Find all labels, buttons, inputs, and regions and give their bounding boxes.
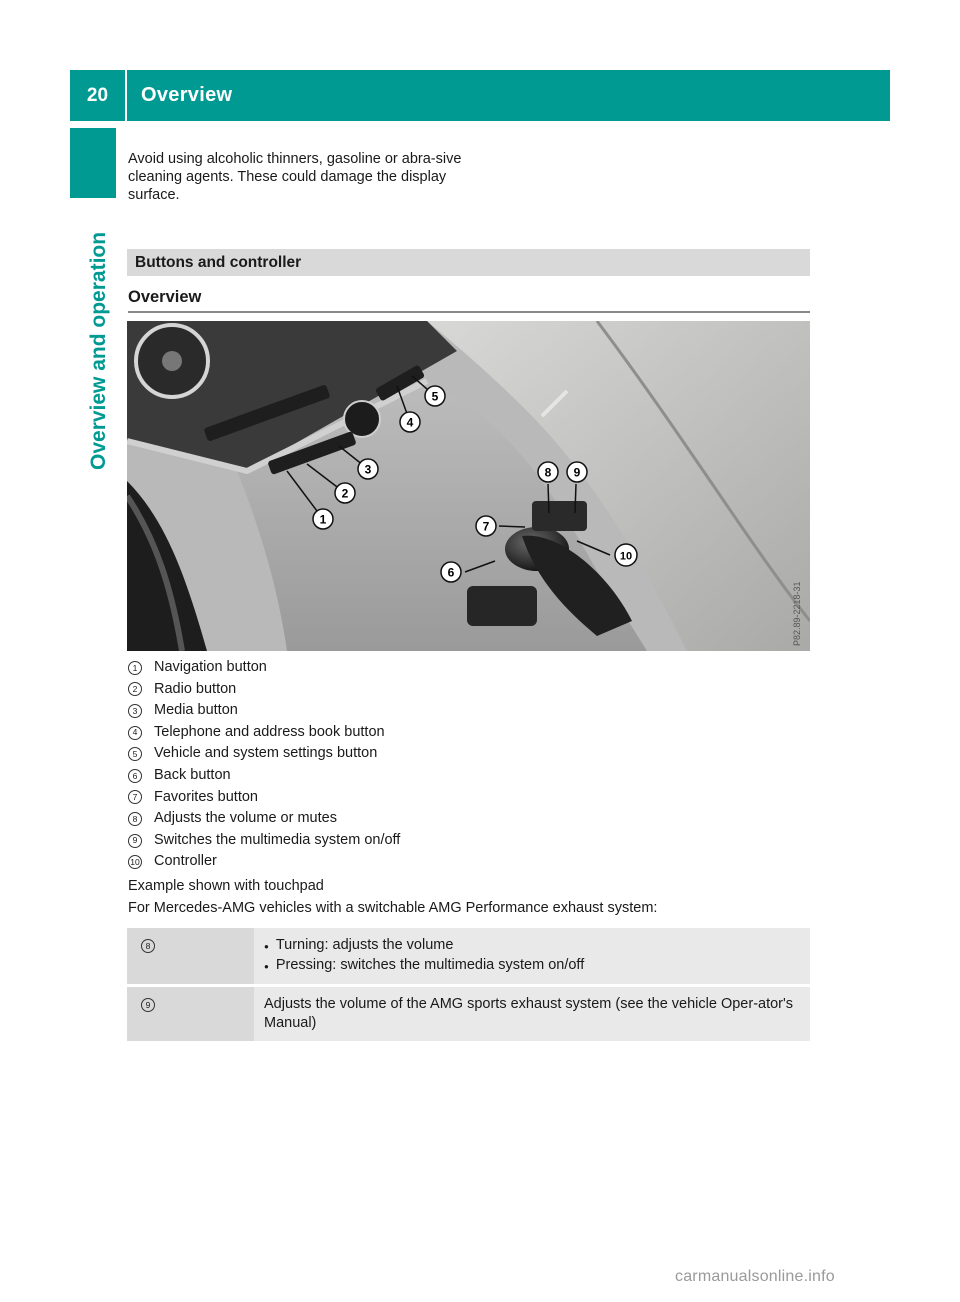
callout-9-label: 9	[573, 465, 581, 480]
watermark: carmanualsonline.info	[675, 1268, 835, 1285]
number-marker: 8	[141, 939, 155, 953]
chapter-tab-marker	[70, 128, 116, 198]
legend-item	[128, 743, 808, 765]
air-vent-center	[162, 351, 182, 371]
legend-label: Controller	[154, 853, 217, 870]
legend-item	[128, 808, 808, 830]
legend-item	[128, 787, 808, 809]
bullet-item: ● Turning: adjusts the volume	[264, 936, 800, 956]
callout-4-label: 4	[406, 415, 414, 430]
section-heading: Buttons and controller	[127, 249, 810, 276]
legend-item	[128, 765, 808, 787]
number-marker: 8	[128, 812, 142, 826]
legend-label: Switches the multimedia system on/off	[154, 831, 401, 848]
callout-5	[425, 386, 445, 406]
subsection-heading: Overview	[128, 288, 810, 313]
analog-clock	[344, 401, 380, 437]
legend-label: Adjusts the volume or mutes	[154, 810, 337, 827]
chapter-side-label: Overview and operation	[87, 231, 110, 470]
bullet-item: ● Pressing: switches the multimedia system on/off	[264, 956, 800, 976]
page-title: Overview	[141, 84, 233, 106]
number-marker: 2	[128, 682, 142, 696]
callout-3-label: 3	[364, 462, 372, 477]
amg-function-table	[127, 928, 810, 1041]
legend-label: Favorites button	[154, 788, 258, 805]
callout-6-label: 6	[447, 565, 455, 580]
legend-label: Back button	[154, 766, 231, 783]
legend-item	[128, 679, 808, 701]
legend-item	[128, 851, 808, 873]
callout-4	[400, 412, 420, 432]
table-key-cell	[127, 987, 254, 1041]
legend-label: Telephone and address book button	[154, 723, 385, 740]
center-console-photo	[127, 321, 810, 651]
header-divider	[125, 70, 127, 121]
legend-item	[128, 830, 808, 852]
volume-button-group	[532, 501, 587, 531]
number-marker: 1	[128, 661, 142, 675]
callout-6	[441, 562, 461, 582]
legend-list	[128, 657, 808, 873]
callout-7	[476, 516, 496, 536]
table-value-cell: Adjusts the volume of the AMG sports exhaust system (see the vehicle Oper-ator's Manual)	[254, 987, 810, 1041]
image-code: P82.89-2218-31	[792, 581, 802, 646]
touchpad-note: Example shown with touchpad	[128, 878, 324, 894]
legend-item	[128, 657, 808, 679]
table-key-cell	[127, 928, 254, 984]
legend-label: Radio button	[154, 680, 237, 697]
number-marker: 3	[128, 704, 142, 718]
callout-10	[615, 544, 637, 566]
legend-label: Navigation button	[154, 659, 267, 675]
table-row	[127, 928, 810, 984]
page-header	[70, 70, 890, 121]
callout-9	[567, 462, 587, 482]
callout-10-label: 10	[619, 550, 633, 563]
amg-note: For Mercedes-AMG vehicles with a switchable AMG Performance exhaust system:	[128, 900, 658, 916]
number-marker: 6	[128, 769, 142, 783]
page-number: 20	[86, 84, 109, 106]
callout-1-label: 1	[319, 512, 327, 527]
bullet-list	[264, 936, 800, 976]
number-marker: 7	[128, 790, 142, 804]
legend-item	[128, 700, 808, 722]
control-pad-buttons	[467, 586, 537, 626]
callout-1	[313, 509, 333, 529]
number-marker: 5	[128, 747, 142, 761]
number-marker: 4	[128, 726, 142, 740]
callout-8-label: 8	[544, 465, 552, 480]
callout-3	[358, 459, 378, 479]
table-value-cell	[254, 928, 810, 984]
callout-8	[538, 462, 558, 482]
number-marker: 9	[128, 834, 142, 848]
intro-paragraph: Avoid using alcoholic thinners, gasoline or abra-sive cleaning agents. These could damage the display surface.	[128, 151, 462, 203]
number-marker: 9	[141, 998, 155, 1012]
table-row	[127, 987, 810, 1041]
number-marker: 10	[128, 855, 142, 869]
callout-2-label: 2	[341, 486, 349, 501]
legend-item	[128, 722, 808, 744]
legend-label: Vehicle and system settings button	[154, 745, 378, 762]
legend-label: Media button	[154, 702, 238, 719]
callout-2	[335, 483, 355, 503]
callout-5-label: 5	[431, 389, 439, 404]
callout-7-label: 7	[482, 519, 490, 534]
